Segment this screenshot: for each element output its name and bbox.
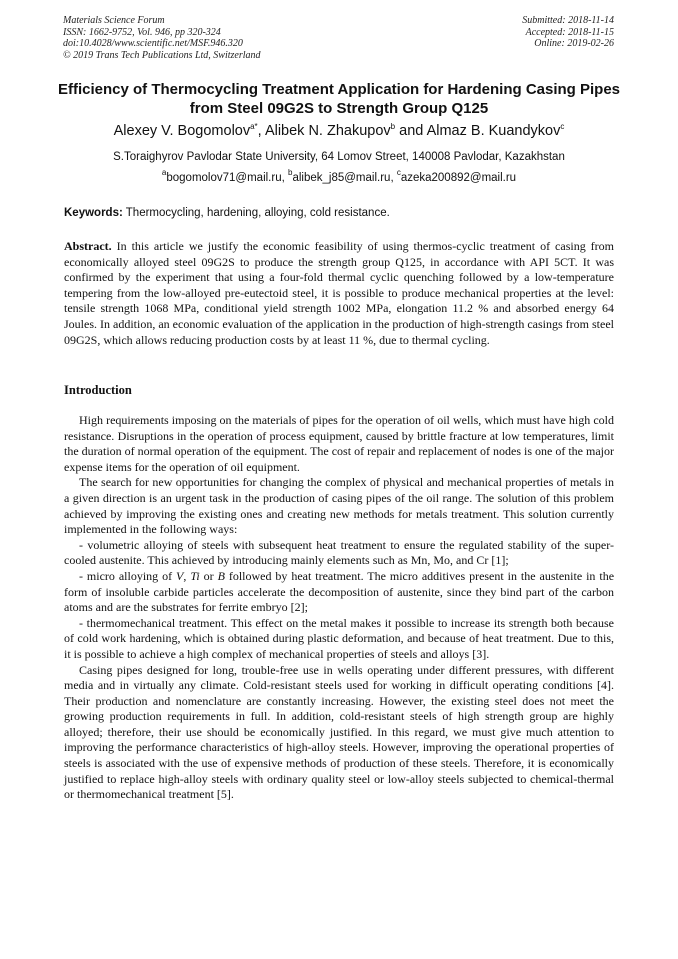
author-mark: a*: [250, 122, 258, 131]
email-list: $^a$bogomolov71@mail.ru, $^b$alibek_j85@mail.ru, $^c$azeka200892@mail.ru: [161, 168, 517, 184]
paragraph: High requirements imposing on the materials of pipes for the operation of oil wells, which must have high cold resistance. Disruptions in the operation of process equipment, caused by brittle fracture at low temperatures, limit the duration of normal operation of the equipment. The cost of repair and replacement of nodes is one of the major expense items for the operation of oil equipment.: [64, 413, 614, 474]
introduction-body: [64, 413, 614, 803]
email-link[interactable]: bogomolov71@mail.ru: [166, 172, 282, 184]
author-name: Almaz B. Kuandykov: [426, 123, 561, 139]
doi-line[interactable]: doi:10.4028/www.scientific.net/MSF.946.320: [63, 38, 243, 50]
email-link[interactable]: azeka200892@mail.ru: [400, 172, 517, 184]
issn-line: ISSN: 1662-9752, Vol. 946, pp 320-324: [63, 26, 221, 38]
accepted-date: Accepted: 2018-11-15: [525, 26, 614, 38]
copyright-line: © 2019 Trans Tech Publications Ltd, Switzerland: [63, 49, 261, 61]
keywords-label: Keywords:: [64, 207, 123, 219]
email-mark: b: [288, 168, 293, 177]
element-symbol: V: [176, 568, 184, 583]
paragraph: - volumetric alloying of steels with subsequent heat treatment to ensure the regulated stability of the super-cooled austenite. This achieved by introducing mainly elements such as Mn, Mo, and Cr [1];: [64, 537, 614, 568]
text-run: followed by heat treatment. The micro additives present in the austenite in the form of insoluble carbide particles accelerate the decomposition of austenite, since they bind part of the carbon atoms and are the substrates for ferrite embryo [2];: [64, 568, 615, 615]
paragraph: Casing pipes designed for long, trouble-free use in wells operating under different pressures, with different media and in virtually any climate. Cold-resistant steels used for working in difficult operating conditions [4]. Their production and nomenclature are constantly increasing. However, the existing steel does not meet the growing production requirements in full. In addition, cold-resistant steels of high strength group are highly alloyed; therefore, their use should be economically justified. In this regard, we must give much attention to improving the performance characteristics of high-alloy steels. However, improving the operational properties of steels is associated with the use of expensive methods of production of these steels. Therefore, it is economically justified to replace high-alloy steels with ordinary quality steel or low-alloy steels subjected to chemical-thermal or thermomechanical treatment [5].: [64, 662, 614, 802]
author-list: [20, 121, 658, 141]
author-name: Alexey V. Bogomolov: [113, 123, 251, 139]
abstract-paragraph: [64, 239, 614, 348]
keywords: [64, 205, 616, 221]
author-separator: and: [395, 123, 427, 139]
paragraph: [64, 569, 614, 616]
email-mark: a: [161, 168, 167, 177]
element-symbol: B: [217, 568, 225, 583]
affiliation: S.Toraighyrov Pavlodar State University, 64 Lomov Street, 140008 Pavlodar, Kazakhstan: [113, 151, 565, 163]
abstract: [64, 239, 614, 348]
author-separator: ,: [257, 123, 265, 139]
text-run: - micro alloying of: [79, 568, 177, 583]
email-mark: c: [396, 168, 401, 177]
element-symbol: Ti: [190, 568, 200, 583]
dates-info: [522, 15, 614, 50]
submitted-date: Submitted: 2018-11-14: [522, 15, 614, 26]
journal-name: Materials Science Forum: [63, 15, 165, 26]
author-mark: c: [560, 122, 565, 131]
paragraph: - thermomechanical treatment. This effect on the metal makes it possible to increase its strength both because of cold work hardening, which is obtained during plastic deformation, and because of heat treatment. Due to this, it is possible to achieve a high complex of mechanical properties of steels and alloys [3].: [64, 615, 614, 661]
author-mark: b: [390, 122, 396, 131]
author-name: Alibek N. Zhakupov: [264, 123, 391, 139]
journal-info: [63, 15, 261, 61]
keywords-text: Thermocycling, hardening, alloying, cold resistance.: [122, 207, 390, 219]
online-date: Online: 2019-02-26: [534, 38, 614, 50]
paper-title: Efficiency of Thermocycling Treatment Application for Hardening Casing Pipes from Steel 09G2S to Strength Group Q125: [57, 81, 621, 117]
abstract-label: Abstract.: [64, 239, 112, 253]
abstract-text: In this article we justify the economic feasibility of using thermos-cyclic treatment of casing from economically alloyed steel 09G2S to produce the strength group Q125, in accordance with API 5CT. It was confirmed by the experiment that using a four-fold thermal cyclic quenching followed by a low-temperature tempering from the low-alloyed pre-eutectoid steel, it is possible to produce mechanical properties at the level: tensile strength 1068 MPa, conditional yield strength 1002 MPa, elongation 11.2 % and absorbed energy 64 Joules. In addition, an economic evaluation of the application in the production of high-strength casings from steel 09G2S, which allows reducing production costs by at least 11 %, due to thermal cycling.: [64, 239, 614, 347]
section-heading-introduction: Introduction: [64, 383, 132, 397]
text-run: ,: [183, 568, 191, 583]
email-link[interactable]: alibek_j85@mail.ru: [292, 172, 391, 184]
text-run: or: [199, 568, 218, 583]
paragraph: The search for new opportunities for changing the complex of physical and mechanical properties of metals in a given direction is an urgent task in the production of casing pipes of the oil range. The solution of this problem achieved by improving the existing ones and creating new methods for metals treatment. This solution currently implemented in the following ways:: [64, 475, 614, 537]
